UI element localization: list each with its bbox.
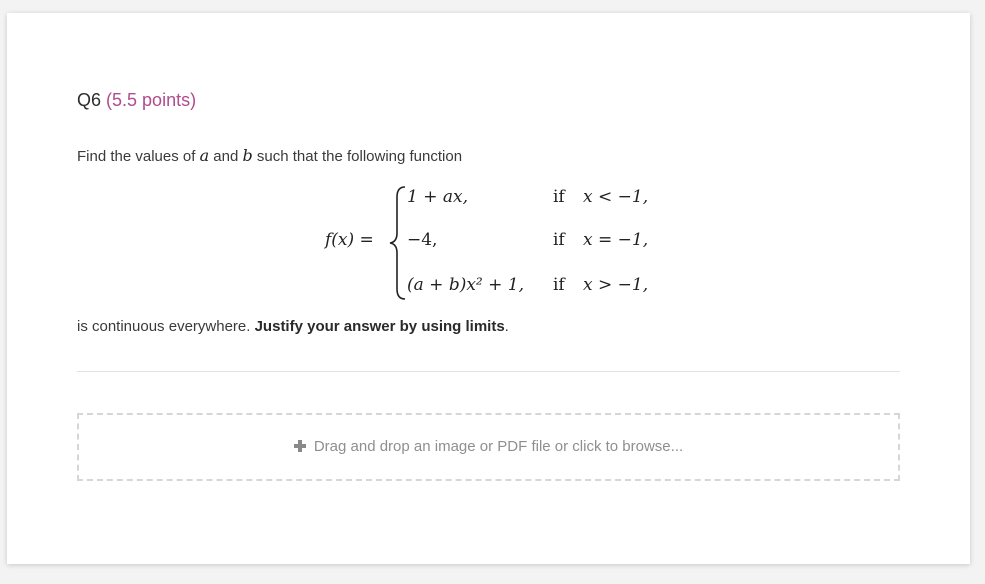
conclusion-period: . <box>504 318 509 335</box>
prompt-text-start: Find the values of <box>77 148 200 165</box>
prompt-text-end: such that the following function <box>252 148 463 165</box>
case-2-condition: x = −1, <box>583 230 649 250</box>
case-1-expression: 1 + ax, <box>407 187 468 207</box>
case-1-if: if <box>553 187 565 207</box>
variable-a: a <box>199 146 210 165</box>
case-3-if: if <box>553 275 565 295</box>
prompt-text-and: and <box>209 148 243 165</box>
case-3-expression: (a + b)x² + 1, <box>407 275 525 295</box>
question-header <box>77 90 196 111</box>
upload-label: Drag and drop an image or PDF file or click to browse... <box>313 438 684 455</box>
question-prompt <box>77 146 462 165</box>
question-card <box>7 13 970 564</box>
case-1-condition: x < −1, <box>583 187 649 207</box>
section-divider <box>77 371 900 372</box>
question-number: Q6 <box>77 90 102 110</box>
question-points: (5.5 points) <box>106 90 197 110</box>
upload-prompt[interactable] <box>79 438 898 455</box>
case-2-expression: −4, <box>407 230 438 250</box>
file-upload-dropzone[interactable] <box>77 413 900 481</box>
question-conclusion <box>77 318 509 335</box>
formula-lhs: f(x) = <box>325 230 374 250</box>
left-brace-icon <box>387 185 409 301</box>
conclusion-text: is continuous everywhere. <box>77 318 255 335</box>
case-2-if: if <box>553 230 565 250</box>
conclusion-emphasis: Justify your answer by using limits <box>254 318 505 335</box>
plus-icon <box>294 440 306 452</box>
variable-b: b <box>242 146 253 165</box>
case-3-condition: x > −1, <box>583 275 649 295</box>
